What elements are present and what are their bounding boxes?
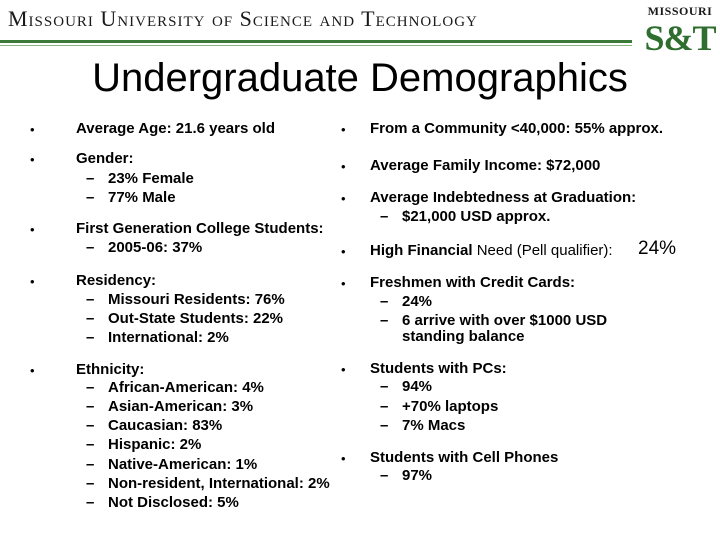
- dash: –: [86, 310, 95, 327]
- credit-cards-percent: 24%: [402, 293, 433, 310]
- average-age: Average Age: 21.6 years old: [76, 120, 275, 137]
- dash: –: [380, 378, 389, 395]
- residency-outstate: Out-State Students: 22%: [108, 310, 284, 327]
- gender-label: Gender:: [76, 150, 134, 167]
- ethnicity-label: Ethnicity:: [76, 361, 145, 378]
- ethnicity-native-american: Native-American: 1%: [108, 456, 258, 473]
- pell-label: Need (Pell qualifier):: [476, 242, 613, 259]
- residency-label: Residency:: [76, 272, 157, 289]
- first-gen-value: 2005-06: 37%: [108, 239, 203, 256]
- dash: –: [86, 417, 95, 434]
- credit-cards-balance: 6 arrive with over $1000 USD: [402, 312, 608, 329]
- gender-female: 23% Female: [108, 170, 194, 187]
- logo-monogram: S&T: [644, 18, 716, 58]
- bullet: •: [341, 244, 346, 259]
- pell-value: 24%: [638, 238, 677, 259]
- residency-missouri: Missouri Residents: 76%: [108, 291, 285, 308]
- bullet: •: [341, 159, 346, 174]
- slide-title: Undergraduate Demographics: [92, 56, 628, 100]
- bullet: •: [30, 122, 35, 137]
- indebtedness-label: Average Indebtedness at Graduation:: [370, 189, 637, 206]
- bullet: •: [341, 191, 346, 206]
- dash: –: [380, 208, 389, 225]
- dash: –: [86, 329, 95, 346]
- dash: –: [86, 291, 95, 308]
- ethnicity-caucasian: Caucasian: 83%: [108, 417, 223, 434]
- residency-international: International: 2%: [108, 329, 229, 346]
- bullet: •: [341, 362, 346, 377]
- dash: –: [380, 398, 389, 415]
- bullet: •: [341, 451, 346, 466]
- dash: –: [380, 417, 389, 434]
- community-size: From a Community <40,000: 55% approx.: [370, 120, 664, 137]
- family-income: Average Family Income: $72,000: [370, 157, 601, 174]
- dash: –: [86, 170, 95, 187]
- ethnicity-asian-american: Asian-American: 3%: [108, 398, 254, 415]
- bullet: •: [30, 363, 35, 378]
- pcs-label: Students with PCs:: [370, 360, 507, 377]
- dash: –: [86, 398, 95, 415]
- pell-need: [370, 242, 613, 260]
- university-name: Missouri University of Science and Technology: [8, 6, 478, 31]
- first-gen-label: First Generation College Students:: [76, 220, 324, 237]
- header-rule: [0, 40, 632, 43]
- gender-male: 77% Male: [108, 189, 176, 206]
- credit-cards-balance-cont: standing balance: [402, 328, 525, 345]
- dash: –: [86, 494, 95, 511]
- dash: –: [380, 312, 389, 329]
- bullet: •: [341, 276, 346, 291]
- dash: –: [380, 293, 389, 310]
- dash: –: [86, 379, 95, 396]
- dash: –: [86, 189, 95, 206]
- bullet: •: [30, 152, 35, 167]
- ethnicity-hispanic: Hispanic: 2%: [108, 436, 202, 453]
- dash: –: [86, 456, 95, 473]
- ethnicity-nonresident: Non-resident, International: 2%: [108, 475, 330, 492]
- dash: –: [86, 239, 95, 256]
- cell-phones-percent: 97%: [402, 467, 433, 484]
- ethnicity-not-disclosed: Not Disclosed: 5%: [108, 494, 239, 511]
- pcs-percent: 94%: [402, 378, 433, 395]
- bullet: •: [30, 274, 35, 289]
- dash: –: [380, 467, 389, 484]
- indebtedness-value: $21,000 USD approx.: [402, 208, 551, 225]
- logo-wordmark: MISSOURI: [647, 4, 713, 18]
- ethnicity-african-american: African-American: 4%: [108, 379, 264, 396]
- dash: –: [86, 436, 95, 453]
- pell-label-bold: High Financial: [370, 242, 473, 259]
- cell-phones-label: Students with Cell Phones: [370, 449, 559, 466]
- credit-cards-label: Freshmen with Credit Cards:: [370, 274, 576, 291]
- pcs-laptops: +70% laptops: [402, 398, 499, 415]
- bullet: •: [30, 222, 35, 237]
- header-rule-thin: [0, 45, 632, 46]
- pcs-macs: 7% Macs: [402, 417, 466, 434]
- bullet: •: [341, 122, 346, 137]
- dash: –: [86, 475, 95, 492]
